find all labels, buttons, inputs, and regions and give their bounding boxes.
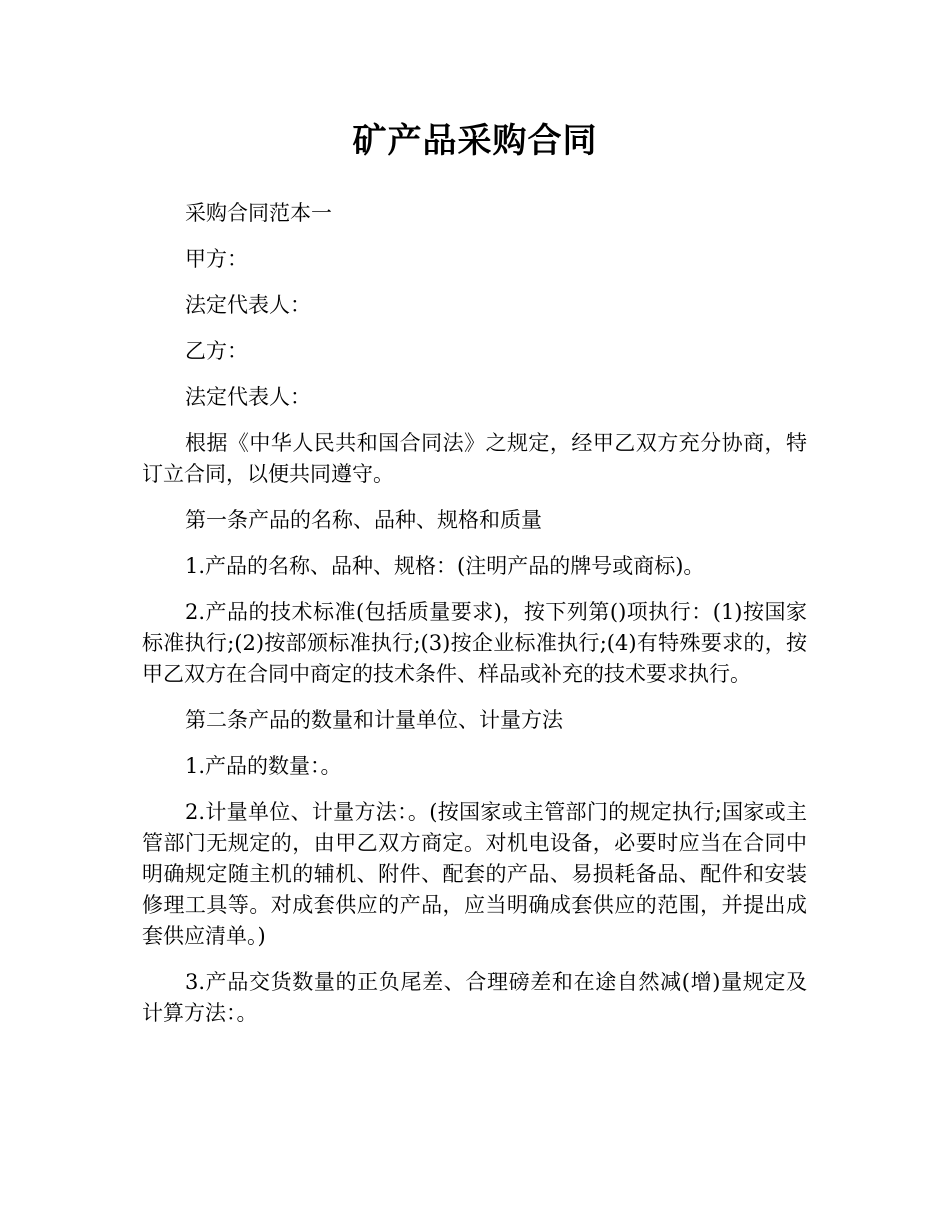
- paragraph-party-b: 乙方：: [185, 339, 248, 363]
- paragraph-party-b-representative: 法定代表人：: [185, 385, 311, 409]
- paragraph-article-2-item-2: 2.计量单位、计量方法：。(按国家或主管部门的规定执行;国家或主管部门无规定的，由甲乙双方商定。对机电设备，必要时应当在合同中明确规定随主机的辅机、附件、配套的产品、易损耗备品、配件和安装修理工具等。对成套供应的产品，应当明确成套供应的范围，并提出成套供应清单。): [142, 800, 807, 948]
- paragraph-article-2-heading: 第二条产品的数量和计量单位、计量方法: [185, 708, 563, 732]
- paragraph-article-1-heading: 第一条产品的名称、品种、规格和质量: [185, 508, 542, 532]
- paragraph-article-1-item-2: 2.产品的技术标准(包括质量要求)，按下列第()项执行：(1)按国家标准执行;(2)按部颁标准执行;(3)按企业标准执行;(4)有特殊要求的，按甲乙双方在合同中商定的技术条件、样品或补充的技术要求执行。: [142, 600, 807, 686]
- paragraph-legal-basis: 根据《中华人民共和国合同法》之规定，经甲乙双方充分协商，特订立合同，以便共同遵守。: [142, 431, 807, 486]
- paragraph-party-a: 甲方：: [185, 247, 248, 271]
- paragraph-party-a-representative: 法定代表人：: [185, 293, 311, 317]
- document-body: [142, 198, 807, 1044]
- paragraph-article-2-item-3: 3.产品交货数量的正负尾差、合理磅差和在途自然减(增)量规定及计算方法：。: [142, 970, 807, 1025]
- paragraph-article-1-item-1: 1.产品的名称、品种、规格：(注明产品的牌号或商标)。: [185, 554, 705, 578]
- document-title: 矿产品采购合同: [352, 121, 598, 161]
- paragraph-contract-template: 采购合同范本一: [185, 201, 332, 225]
- paragraph-article-2-item-1: 1.产品的数量：。: [185, 754, 342, 778]
